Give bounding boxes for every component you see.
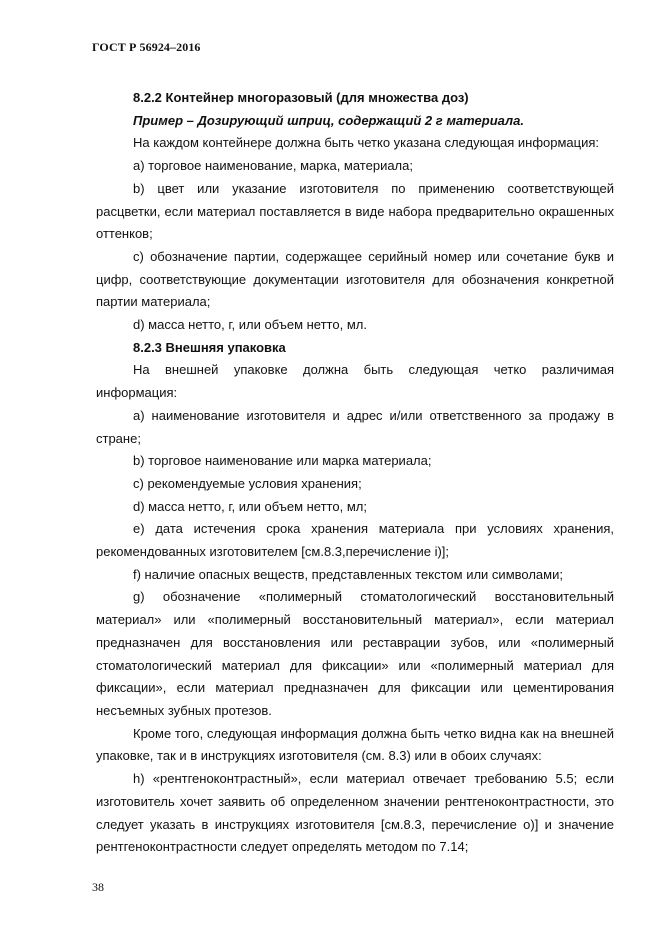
list-item-d: d) масса нетто, г, или объем нетто, мл. bbox=[133, 317, 367, 333]
list-item-b: b) торговое наименование или марка материала; bbox=[133, 453, 432, 469]
page-body bbox=[96, 87, 614, 859]
document-code-header: ГОСТ Р 56924–2016 bbox=[92, 40, 201, 54]
list-item-a: a) торговое наименование, марка, материала; bbox=[133, 158, 413, 174]
list-item-h: h) «рентгеноконтрастный», если материал отвечает требованию 5.5; если изготовитель хочет заявить об определенном значении рентгеноконтрастности, это следует указать в инструкциях изготовителя [см.8.3, перечисление o)] и значение рентгеноконтрастности следует определять методом по 7.14; bbox=[96, 771, 614, 855]
list-item-g: g) обозначение «полимерный стоматологический восстановительный материал» или «полимерный восстановительный материал», если материал предназначен для восстановления или реставрации зубов, или «полимерный стоматологический материал для фиксации» или «полимерный материал для фиксации», если материал предназначен для фиксации или цементирования несъемных зубных протезов. bbox=[96, 589, 614, 718]
example-line: Пример – Дозирующий шприц, содержащий 2 г материала. bbox=[133, 112, 524, 128]
page-number: 38 bbox=[92, 880, 104, 894]
paragraph: На внешней упаковке должна быть следующая четко различимая информация: bbox=[96, 362, 614, 401]
list-item-c: c) обозначение партии, содержащее серийный номер или сочетание букв и цифр, соответствующие документации изготовителя для обозначения конкретной партии материала; bbox=[96, 248, 614, 310]
list-item-b: b) цвет или указание изготовителя по применению соответствующей расцветки, если материал поставляется в виде набора предварительно окрашенных оттенков; bbox=[96, 180, 614, 242]
section-heading-8-2-3: 8.2.3 Внешняя упаковка bbox=[133, 339, 286, 355]
paragraph: Кроме того, следующая информация должна быть четко видна как на внешней упаковке, так и в инструкциях изготовителя (см. 8.3) или в обоих случаях: bbox=[96, 725, 614, 764]
list-item-c: c) рекомендуемые условия хранения; bbox=[133, 475, 362, 491]
list-item-a: a) наименование изготовителя и адрес и/или ответственного за продажу в стране; bbox=[96, 407, 614, 446]
list-item-e: e) дата истечения срока хранения материала при условиях хранения, рекомендованных изготовителем [см.8.3,перечисление i)]; bbox=[96, 521, 614, 560]
list-item-f: f) наличие опасных веществ, представленных текстом или символами; bbox=[133, 566, 563, 582]
list-item-d: d) масса нетто, г, или объем нетто, мл; bbox=[133, 498, 367, 514]
paragraph: На каждом контейнере должна быть четко указана следующая информация: bbox=[133, 135, 600, 151]
section-heading-8-2-2: 8.2.2 Контейнер многоразовый (для множества доз) bbox=[133, 90, 469, 105]
